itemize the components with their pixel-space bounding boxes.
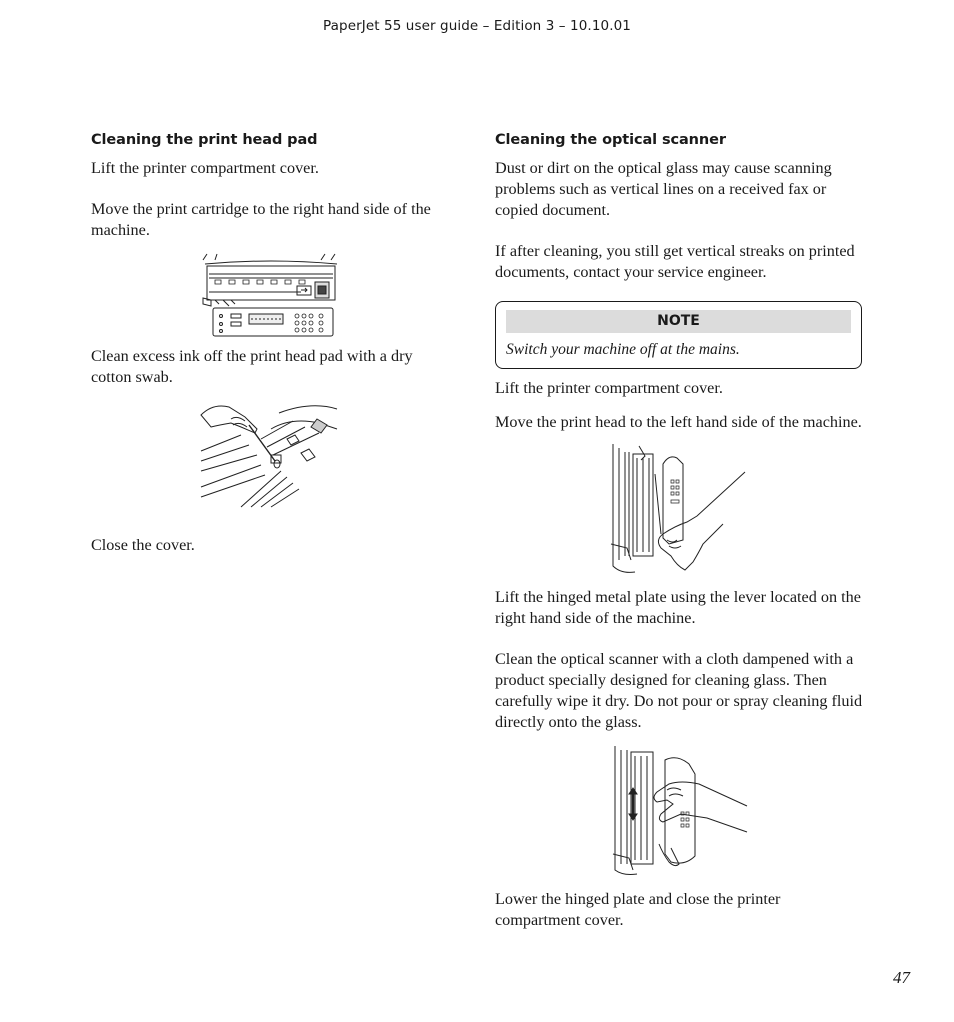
- scanner-cleaning-illustration: [611, 744, 751, 878]
- step-lift-cover: Lift the printer compartment cover.: [91, 159, 319, 177]
- page-header: PaperJet 55 user guide – Edition 3 – 10.10.01: [323, 18, 631, 34]
- intro-vertical-streaks: If after cleaning, you still get vertical streaks on printed documents, contact your service engineer.: [495, 242, 855, 281]
- step-clean-scanner: Clean the optical scanner with a cloth dampened with a product specially designed for cleaning glass. Then carefully wipe it dry. Do not pour or spray cleaning fluid directly onto the glass.: [495, 650, 863, 731]
- step-close-cover: Close the cover.: [91, 536, 195, 554]
- step-lift-metal-plate: Lift the hinged metal plate using the lever located on the right hand side of the machine.: [495, 588, 861, 627]
- note-title: NOTE: [506, 310, 851, 333]
- printer-open-illustration: [201, 252, 341, 338]
- step-move-cartridge: Move the print cartridge to the right hand side of the machine.: [91, 200, 431, 239]
- note-box: [495, 301, 862, 369]
- note-text: Switch your machine off at the mains.: [506, 341, 740, 358]
- page-number: 47: [893, 968, 910, 987]
- section-heading-print-head-pad: Cleaning the print head pad: [91, 132, 318, 148]
- step-clean-pad: Clean excess ink off the print head pad with a dry cotton swab.: [91, 347, 413, 386]
- print-head-left-illustration: [611, 444, 751, 578]
- step-lower-plate: Lower the hinged plate and close the printer compartment cover.: [495, 890, 781, 929]
- cotton-swab-illustration: [201, 399, 341, 507]
- step-lift-cover-scanner: Lift the printer compartment cover.: [495, 379, 723, 397]
- step-move-print-head: Move the print head to the left hand side of the machine.: [495, 413, 862, 431]
- right-column: [495, 132, 867, 931]
- left-column: [91, 132, 451, 556]
- section-heading-optical-scanner: Cleaning the optical scanner: [495, 132, 726, 148]
- intro-dust: Dust or dirt on the optical glass may cause scanning problems such as vertical lines on a received fax or copied document.: [495, 159, 832, 219]
